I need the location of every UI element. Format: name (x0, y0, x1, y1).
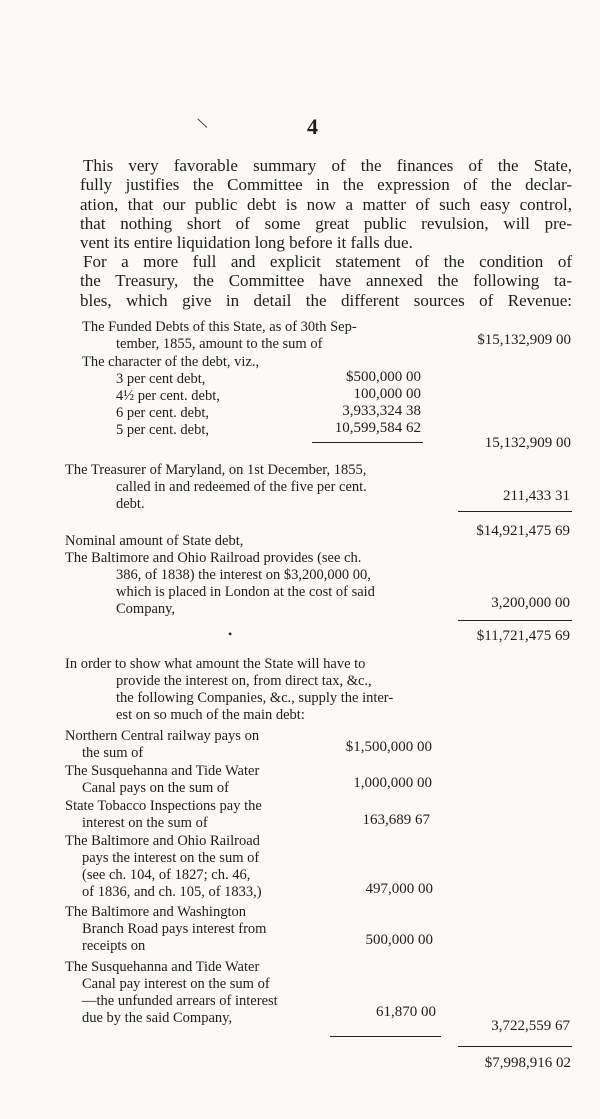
company-amount: 163,689 67 (362, 812, 430, 828)
debt-row-label: 4½ per cent. debt, (116, 388, 220, 404)
stray-mark: \ (195, 113, 210, 134)
order-line: the following Companies, &c., supply the inter- (116, 690, 394, 706)
debt-row-label: 6 per cent. debt, (116, 405, 210, 421)
company-amount: 497,000 00 (365, 881, 433, 897)
page-number: 4 (307, 114, 318, 139)
company-line: Canal pays on the sum of (82, 780, 229, 796)
company-line: interest on the sum of (82, 815, 208, 831)
nominal-label: Nominal amount of State debt, (65, 533, 244, 549)
order-line: In order to show what amount the State will have to (65, 656, 366, 672)
treasurer-amount: 211,433 31 (503, 488, 570, 504)
sum-rule (458, 620, 572, 621)
company-line: The Baltimore and Ohio Railroad (65, 833, 260, 849)
debt-row-amount: $500,000 00 (346, 369, 421, 385)
companies-total: 3,722,559 67 (491, 1018, 570, 1034)
company-amount: $1,500,000 00 (345, 739, 432, 755)
funded-debt-amount: $15,132,909 00 (477, 332, 571, 348)
paragraph-line: vent its entire liquidation long before it falls due. (80, 233, 413, 253)
company-line: receipts on (82, 938, 146, 954)
debt-character-total: 15,132,909 00 (484, 435, 571, 451)
company-line: (see ch. 104, of 1827; ch. 46, (82, 867, 251, 883)
treasury-paragraph (80, 252, 572, 310)
bo-london-line: which is placed in London at the cost of said (116, 584, 375, 600)
company-line: The Susquehanna and Tide Water (65, 959, 260, 975)
bo-london-line: The Baltimore and Ohio Railroad provides (see ch. (65, 550, 362, 566)
stray-dot: • (228, 627, 233, 641)
company-line: Northern Central railway pays on (65, 728, 260, 744)
company-line: of 1836, and ch. 105, of 1833,) (82, 884, 262, 900)
subtotal-amount: $11,721,475 69 (476, 628, 570, 644)
order-line: provide the interest on, from direct tax, &c., (116, 673, 372, 689)
sum-rule (458, 1046, 572, 1047)
company-amount: 61,870 00 (376, 1004, 436, 1020)
company-amount: 500,000 00 (365, 932, 433, 948)
company-line: pays the interest on the sum of (82, 850, 260, 866)
paragraph-line: ation, that our public debt is now a matter of such easy control, (80, 194, 572, 214)
bo-london-amount: 3,200,000 00 (491, 595, 570, 611)
company-line: State Tobacco Inspections pay the (65, 798, 262, 814)
treasurer-line: debt. (116, 496, 145, 512)
paragraph-line: the Treasury, the Committee have annexed the following ta- (80, 271, 572, 291)
company-line: The Baltimore and Washington (65, 904, 246, 920)
paragraph-line: bles, which give in detail the different sources of Revenue: (80, 290, 572, 310)
paragraph-line: For a more full and explicit statement of the condition of (83, 252, 572, 271)
sum-rule (312, 442, 423, 443)
debt-row-label: 5 per cent. debt, (116, 422, 210, 438)
summary-paragraph (80, 156, 572, 252)
debt-character-heading: The character of the debt, viz., (82, 354, 260, 370)
funded-debt-line: tember, 1855, amount to the sum of (116, 336, 323, 352)
paragraph-line: fully justifies the Committee in the expression of the declar- (80, 175, 572, 195)
bo-london-line: 386, of 1838) the interest on $3,200,000 00, (116, 567, 371, 583)
debt-row-amount: 10,599,584 62 (334, 420, 421, 436)
company-line: due by the said Company, (82, 1010, 233, 1026)
debt-row-amount: 3,933,324 38 (342, 403, 421, 419)
company-line: The Susquehanna and Tide Water (65, 763, 260, 779)
treasurer-line: called in and redeemed of the five per cent. (116, 479, 367, 495)
sum-rule (458, 511, 572, 512)
company-line: —the unfunded arrears of interest (82, 993, 278, 1009)
company-amount: 1,000,000 00 (353, 775, 432, 791)
funded-debt-line: The Funded Debts of this State, as of 30th Sep- (82, 319, 357, 335)
company-line: the sum of (82, 745, 144, 761)
company-line: Branch Road pays interest from (82, 921, 267, 937)
paragraph-line: that nothing short of some great public revulsion, will pre- (80, 213, 572, 233)
debt-row-amount: 100,000 00 (353, 386, 421, 402)
sum-rule (330, 1036, 441, 1037)
final-total: $7,998,916 02 (484, 1055, 571, 1071)
paragraph-line: This very favorable summary of the finances of the State, (83, 156, 572, 175)
nominal-amount: $14,921,475 69 (476, 523, 570, 539)
bo-london-line: Company, (116, 601, 176, 617)
treasurer-line: The Treasurer of Maryland, on 1st December, 1855, (65, 462, 367, 478)
debt-row-label: 3 per cent debt, (116, 371, 206, 387)
order-line: est on so much of the main debt: (116, 707, 305, 723)
company-line: Canal pay interest on the sum of (82, 976, 270, 992)
